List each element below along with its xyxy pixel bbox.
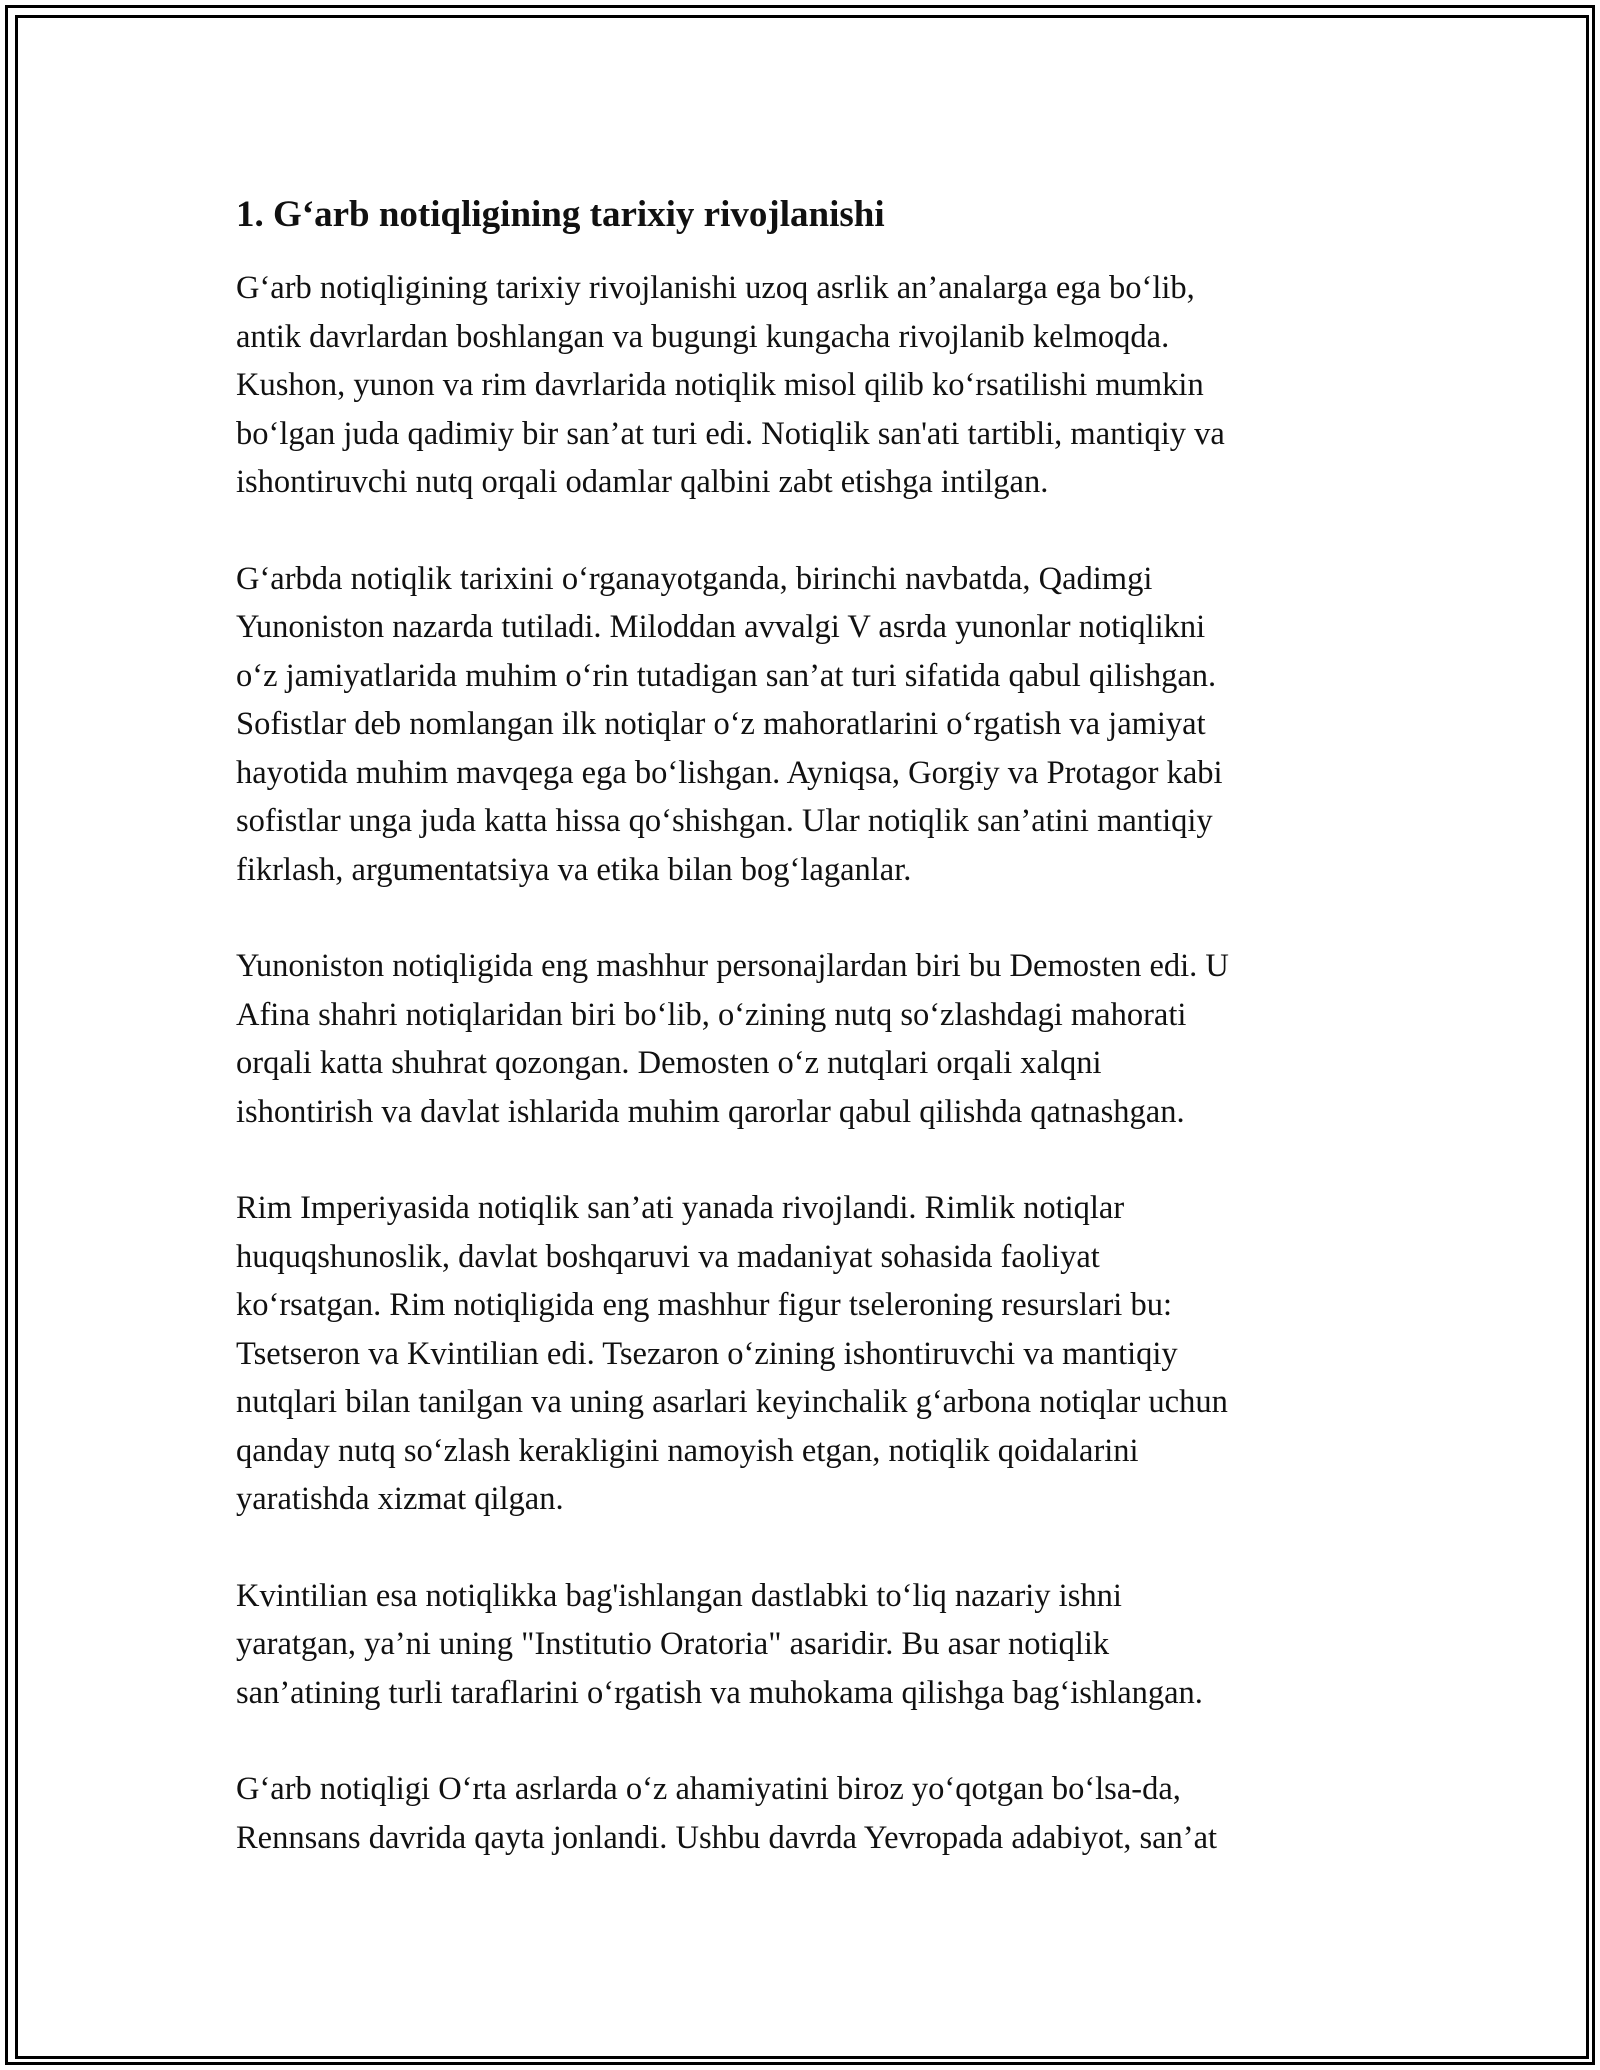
paragraph-greece (236, 555, 1366, 895)
text-line: yaratgan, ya’ni uning "Institutio Oratoria" asaridir. Bu asar notiqlik (236, 1626, 1110, 1662)
text-line: sofistlar unga juda katta hissa qo‘shishgan. Ular notiqlik san’atini mantiqiy (236, 803, 1213, 839)
section-heading: 1. G‘arb notiqligining tarixiy rivojlanishi (236, 194, 885, 235)
text-line: Rim Imperiyasida notiqlik san’ati yanada rivojlandi. Rimlik notiqlar (236, 1190, 1125, 1226)
text-line: ishontirish va davlat ishlarida muhim qarorlar qabul qilishda qatnashgan. (236, 1093, 1185, 1130)
text-line: huquqshunoslik, davlat boshqaruvi va madaniyat sohasida faoliyat (236, 1238, 1100, 1275)
paragraph-rome (236, 1184, 1366, 1524)
paragraph-quintilian (236, 1572, 1366, 1718)
text-line: Rennsans davrida qayta jonlandi. Ushbu davrda Yevropada adabiyot, san’at (236, 1819, 1218, 1856)
paragraph-intro (236, 264, 1366, 507)
text-line: orqali katta shuhrat qozongan. Demosten o‘z nutqlari orqali xalqni (236, 1045, 1102, 1081)
text-line: antik davrlardan boshlangan va bugungi kungacha rivojlanib kelmoqda. (236, 318, 1170, 355)
text-line: yaratishda xizmat qilgan. (236, 1481, 564, 1517)
text-line: bo‘lgan juda qadimiy bir san’at turi edi. Notiqlik san'ati tartibli, mantiqiy va (236, 415, 1225, 452)
text-line: Sofistlar deb nomlangan ilk notiqlar o‘z mahoratlarini o‘rgatish va jamiyat (236, 706, 1206, 742)
text-line: G‘arb notiqligi O‘rta asrlarda o‘z ahamiyatini biroz yo‘qotgan bo‘lsa-da, (236, 1771, 1181, 1807)
text-line: Kushon, yunon va rim davrlarida notiqlik misol qilib ko‘rsatilishi mumkin (236, 367, 1204, 403)
text-line: ishontiruvchi nutq orqali odamlar qalbini zabt etishga intilgan. (236, 464, 1049, 500)
text-line: G‘arbda notiqlik tarixini o‘rganayotganda, birinchi navbatda, Qadimgi (236, 560, 1153, 597)
text-line: Afina shahri notiqlaridan biri bo‘lib, o‘zining nutq so‘zlashdagi mahorati (236, 996, 1187, 1033)
text-line: nutqlari bilan tanilgan va uning asarlari keyinchalik g‘arbona notiqlar uchun (236, 1384, 1228, 1420)
text-line: Yunoniston notiqligida eng mashhur personajlardan biri bu Demosten edi. U (236, 948, 1229, 984)
text-line: o‘z jamiyatlarida muhim o‘rin tutadigan san’at turi sifatida qabul qilishgan. (236, 657, 1217, 694)
paragraph-demosthenes (236, 942, 1366, 1136)
text-line: Kvintilian esa notiqlikka bag'ishlangan dastlabki to‘liq nazariy ishni (236, 1577, 1122, 1614)
text-line: fikrlash, argumentatsiya va etika bilan bog‘laganlar. (236, 851, 912, 888)
document-body (236, 188, 1366, 1910)
text-line: Tsetseron va Kvintilian edi. Tsezaron o‘zining ishontiruvchi va mantiqiy (236, 1335, 1178, 1372)
text-line: ko‘rsatgan. Rim notiqligida eng mashhur figur tseleroning resurslari bu: (236, 1287, 1172, 1323)
text-line: san’atining turli taraflarini o‘rgatish va muhokama qilishga bag‘ishlangan. (236, 1674, 1203, 1711)
text-line: qanday nutq so‘zlash kerakligini namoyish etgan, notiqlik qoidalarini (236, 1432, 1139, 1469)
text-line: Yunoniston nazarda tutiladi. Miloddan avvalgi V asrda yunonlar notiqlikni (236, 609, 1206, 645)
text-line: hayotida muhim mavqega ega bo‘lishgan. Ayniqsa, Gorgiy va Protagor kabi (236, 754, 1223, 791)
paragraph-middle-ages (236, 1765, 1366, 1862)
text-line: G‘arb notiqligining tarixiy rivojlanishi uzoq asrlik an’analarga ega bo‘lib, (236, 270, 1195, 306)
